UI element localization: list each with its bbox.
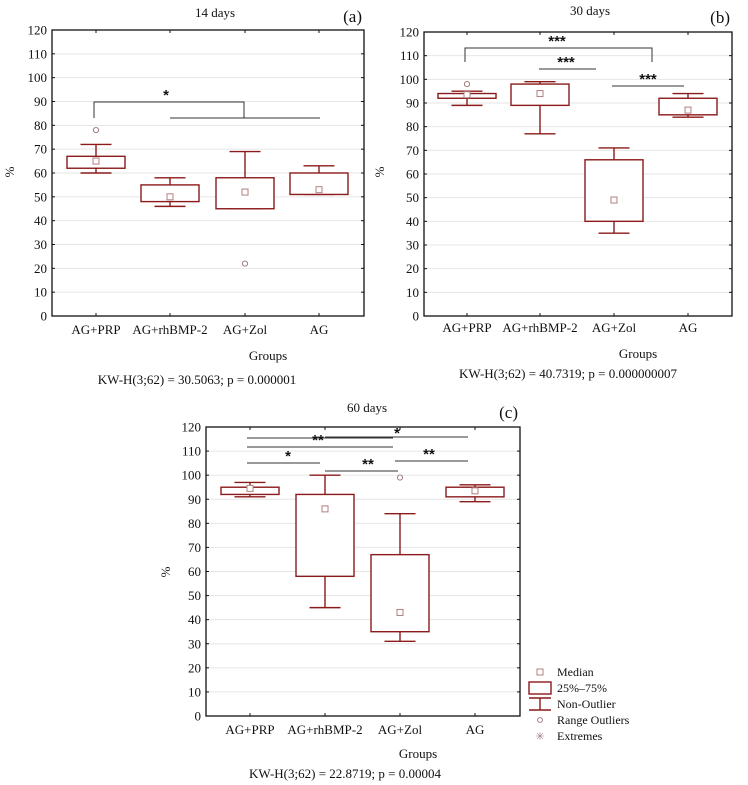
y-tick-label: 60 [406, 166, 419, 182]
box-ag-prp [438, 81, 496, 105]
x-category-label: AG+PRP [442, 320, 492, 335]
median-marker [537, 91, 543, 97]
panel-label: (a) [343, 7, 362, 26]
x-category-label: AG+Zol [591, 320, 637, 335]
legend [529, 665, 630, 743]
x-category-label: AG [678, 320, 698, 335]
legend-label: Median [557, 665, 594, 679]
legend-item-asterisk [535, 729, 602, 743]
x-category-label: AG+rhBMP-2 [502, 320, 578, 335]
y-tick-label: 40 [34, 213, 47, 229]
median-marker [611, 197, 617, 203]
significance-label: *** [557, 54, 575, 71]
y-tick-label: 110 [181, 443, 201, 459]
y-tick-label: 30 [34, 237, 47, 252]
box-ag-zol [585, 148, 643, 233]
y-tick-label: 80 [188, 515, 201, 531]
median-marker [316, 187, 322, 193]
box-ag-rhbmp-2 [296, 475, 354, 607]
y-axis-label: % [372, 166, 387, 178]
y-tick-label: 0 [40, 308, 47, 324]
significance-label: * [394, 425, 400, 442]
kruskal-wallis-stat: KW-H(3;62) = 40.7319; p = 0.000000007 [459, 366, 677, 381]
x-category-label: AG+rhBMP-2 [287, 722, 363, 737]
outlier-icon [538, 718, 543, 723]
y-tick-label: 100 [399, 71, 419, 87]
significance-brackets [94, 87, 320, 118]
y-tick-label: 90 [406, 95, 419, 111]
median-marker [472, 488, 478, 494]
panel-b-30-days [372, 3, 732, 381]
panel-c-60-days [158, 400, 520, 781]
outlier-marker [464, 81, 469, 86]
significance-label: ** [312, 432, 324, 449]
y-tick-label: 90 [34, 94, 47, 109]
median-marker [247, 485, 253, 491]
y-tick-label: 10 [34, 284, 47, 300]
median-marker [464, 92, 470, 98]
y-tick-label: 20 [406, 261, 419, 277]
x-category-label: AG [309, 322, 329, 337]
x-axis-label: Groups [248, 348, 288, 363]
chart-title: 30 days [569, 3, 611, 18]
kruskal-wallis-stat: KW-H(3;62) = 30.5063; p = 0.000001 [97, 372, 297, 387]
kruskal-wallis-stat: KW-H(3;62) = 22.8719; p = 0.00004 [249, 766, 441, 781]
box-ag-zol [216, 152, 274, 267]
median-marker [397, 609, 403, 615]
x-axis-label: Groups [398, 746, 438, 761]
median-icon [537, 669, 543, 675]
significance-label: * [285, 448, 291, 465]
chart-title: 60 days [346, 400, 388, 415]
y-tick-label: 80 [406, 119, 419, 135]
y-tick-label: 120 [181, 419, 201, 435]
significance-label: ** [362, 456, 374, 473]
y-tick-label: 60 [34, 165, 47, 181]
box-ag-zol [371, 475, 429, 641]
legend-item-box [529, 681, 607, 695]
y-tick-label: 30 [406, 237, 419, 253]
significance-label: *** [639, 71, 657, 88]
box-ag-prp [221, 482, 279, 496]
y-tick-label: 90 [188, 491, 201, 507]
x-category-label: AG [465, 722, 485, 737]
legend-label: Non-Outlier [557, 697, 616, 711]
y-tick-label: 20 [34, 260, 47, 276]
y-tick-label: 50 [34, 189, 47, 205]
chart-title: 14 days [194, 5, 236, 20]
box-icon [529, 682, 551, 694]
box-ag-rhbmp-2 [141, 178, 199, 207]
median-marker [167, 194, 173, 200]
panel-a-14-days [2, 5, 364, 387]
median-marker [322, 506, 328, 512]
x-category-label: AG+PRP [225, 722, 275, 737]
y-tick-label: 70 [188, 539, 201, 555]
significance-label: * [163, 87, 169, 104]
legend-label: Range Outliers [557, 713, 630, 727]
y-tick-label: 120 [27, 22, 47, 38]
median-marker [93, 158, 99, 164]
legend-label: Extremes [557, 729, 603, 743]
y-tick-label: 40 [406, 213, 419, 229]
x-axis-label: Groups [618, 346, 658, 361]
y-tick-label: 50 [188, 588, 201, 604]
legend-label: 25%–75% [557, 681, 607, 695]
y-tick-label: 60 [188, 564, 201, 579]
box-ag-rhbmp-2 [511, 82, 569, 134]
x-category-label: AG+rhBMP-2 [132, 322, 208, 337]
y-tick-label: 100 [27, 70, 47, 86]
y-tick-label: 0 [194, 708, 201, 724]
y-tick-label: 80 [34, 117, 47, 133]
x-category-label: AG+PRP [71, 322, 121, 337]
significance-brackets [247, 425, 468, 473]
y-tick-label: 30 [188, 636, 201, 652]
y-tick-label: 100 [181, 467, 201, 483]
x-category-label: AG+Zol [222, 322, 268, 337]
legend-item-whisker [529, 697, 616, 711]
y-tick-label: 20 [188, 660, 201, 676]
significance-label: ** [423, 446, 435, 463]
y-tick-label: 40 [188, 612, 201, 628]
y-tick-label: 110 [27, 46, 47, 62]
median-marker [242, 189, 248, 195]
outlier-marker [397, 475, 402, 480]
y-tick-label: 120 [399, 24, 419, 40]
panel-label: (b) [710, 8, 730, 27]
y-tick-label: 50 [406, 190, 419, 206]
y-tick-label: 110 [399, 48, 419, 64]
box-ag [290, 166, 348, 195]
y-axis-label: % [2, 166, 17, 178]
x-category-label: AG+Zol [377, 722, 423, 737]
significance-label: *** [548, 33, 566, 50]
legend-item-median-square [537, 665, 594, 679]
outlier-marker [242, 261, 247, 266]
y-tick-label: 0 [412, 308, 419, 324]
box-ag [659, 94, 717, 118]
y-axis-label: % [158, 566, 173, 578]
outlier-marker [93, 128, 98, 133]
y-tick-label: 70 [34, 141, 47, 157]
box-ag-prp [67, 128, 125, 173]
median-marker [685, 107, 691, 113]
extreme-icon: ✳ [535, 731, 545, 743]
panel-label: (c) [499, 403, 518, 422]
y-tick-label: 10 [188, 684, 201, 700]
y-tick-label: 70 [406, 142, 419, 158]
y-tick-label: 10 [406, 284, 419, 300]
legend-item-circle [538, 713, 630, 727]
